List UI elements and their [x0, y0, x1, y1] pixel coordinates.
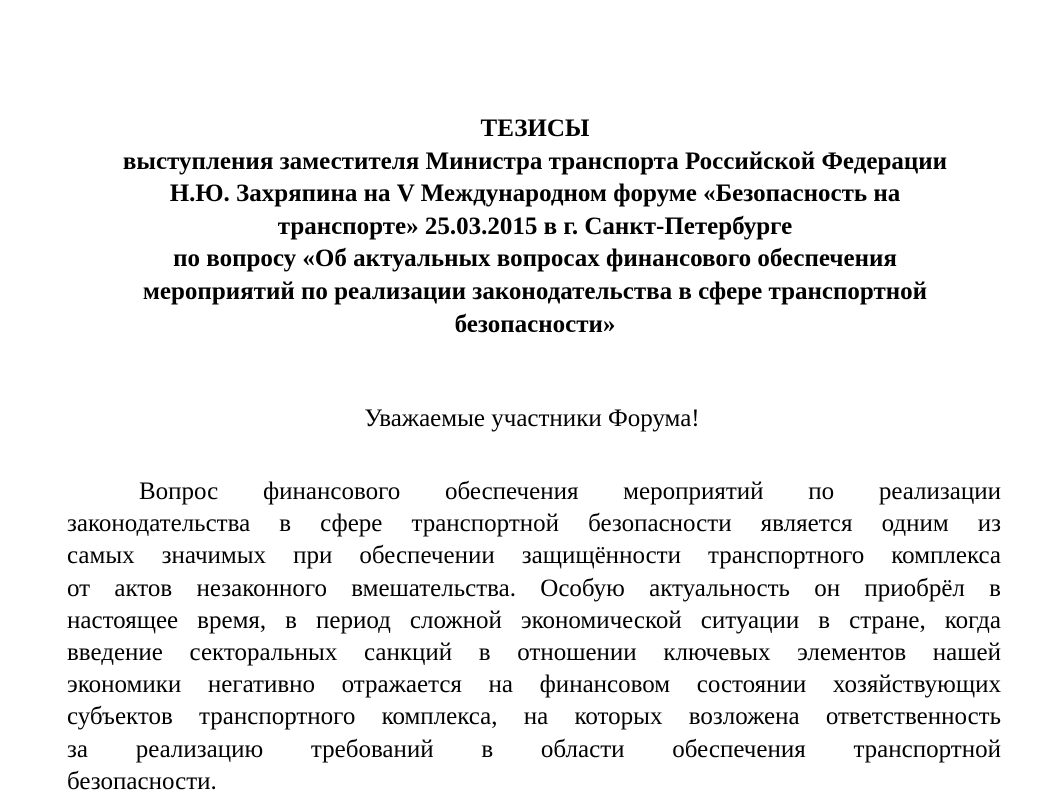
paragraph-line: за реализацию требований в области обеспечения транспортной [67, 735, 1001, 763]
paragraph-line: настоящее время, в период сложной экономической ситуации в стране, когда [67, 606, 1001, 634]
body-paragraph [67, 476, 1001, 798]
paragraph-line: от актов незаконного вмешательства. Особую актуальность он приобрёл в [67, 574, 1001, 602]
paragraph-line: экономики негативно отражается на финансовом состоянии хозяйствующих [67, 671, 1001, 699]
paragraph-line: безопасности. [67, 767, 217, 795]
paragraph-line: законодательства в сфере транспортной безопасности является одним из [67, 510, 1001, 538]
heading-line: мероприятий по реализации законодательства в сфере транспортной [142, 277, 928, 305]
heading-line: выступления заместителя Министра транспорта Российской Федерации [122, 147, 948, 175]
heading-line: Н.Ю. Захряпина на V Международном форуме «Безопасность на [169, 180, 901, 208]
document-heading [40, 113, 1030, 341]
heading-line: безопасности» [454, 310, 616, 338]
paragraph-line: Вопрос финансового обеспечения мероприятий по реализации [139, 478, 1001, 505]
greeting: Уважаемые участники Форума! [364, 405, 700, 432]
paragraph-line: субъектов транспортного комплекса, на которых возложена ответственность [67, 703, 1001, 731]
heading-line: транспорте» 25.03.2015 в г. Санкт-Петербурге [277, 212, 793, 240]
paragraph-line: введение секторальных санкций в отношении ключевых элементов нашей [67, 638, 1001, 666]
heading-line: по вопросу «Об актуальных вопросах финансового обеспечения [173, 245, 897, 273]
document-title: ТЕЗИСЫ [480, 115, 590, 142]
paragraph-line: самых значимых при обеспечении защищённости транспортного комплекса [67, 542, 1001, 570]
